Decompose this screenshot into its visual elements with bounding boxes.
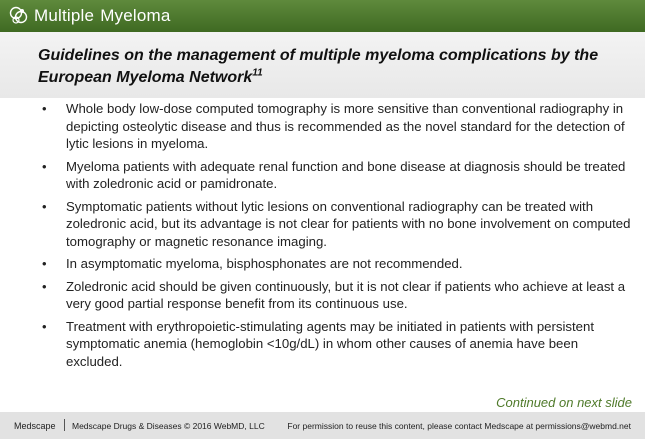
title-bar <box>0 0 645 32</box>
slide-title <box>34 6 171 26</box>
bullet-item <box>38 318 638 371</box>
slide-subtitle <box>38 45 628 89</box>
bullet-item <box>38 278 638 313</box>
subtitle-text: Guidelines on the management of multiple myeloma complications by the European Myeloma Network <box>38 47 599 86</box>
medscape-logo-icon <box>8 5 30 27</box>
footer-brand: Medscape <box>14 421 56 431</box>
bullet-dot-icon: • <box>42 256 47 271</box>
footer <box>0 412 645 439</box>
bullet-dot-icon: • <box>42 198 47 214</box>
bullet-text: Myeloma patients with adequate renal function and bone disease at diagnosis should be treated with zoledronic acid or pamidronate. <box>66 158 626 191</box>
bullet-list <box>38 100 638 375</box>
bullet-dot-icon: • <box>42 318 47 334</box>
bullet-text: Zoledronic acid should be given continuously, but it is not clear if patients who achieve at least a very good partial response benefit from its continuous use. <box>66 278 626 311</box>
slide-title-word-2: Myeloma <box>100 6 171 25</box>
footer-divider <box>64 419 65 431</box>
continued-note: Continued on next slide <box>496 395 632 410</box>
bullet-item <box>38 198 638 251</box>
bullet-text: Treatment with erythropoietic-stimulating agents may be initiated in patients with persistent symptomatic anemia (hemoglobin <10g/dL) in whom other causes of anemia have been excluded. <box>66 318 594 369</box>
footer-permission: For permission to reuse this content, please contact Medscape at permissions@webmd.net <box>287 421 631 431</box>
footer-copyright: Medscape Drugs & Diseases © 2016 WebMD, LLC <box>72 421 265 431</box>
bullet-item <box>38 158 638 193</box>
bullet-item <box>38 255 638 273</box>
bullet-text: Whole body low-dose computed tomography is more sensitive than conventional radiography in depicting osteolytic disease and thus is recommended as the novel standard for the detection of lytic lesions in myeloma. <box>66 101 625 151</box>
bullet-dot-icon: • <box>42 158 47 174</box>
bullet-dot-icon: • <box>42 101 47 116</box>
bullet-dot-icon: • <box>42 278 47 294</box>
bullet-text: Symptomatic patients without lytic lesions on conventional radiography can be treated with zoledronic acid, but its advantage is not clear for patients with no bone involvement on computed tomography or magnetic resonance imaging. <box>66 198 631 249</box>
slide-title-word-1: Multiple <box>34 6 95 25</box>
bullet-item <box>38 100 638 153</box>
subtitle-reference: 11 <box>252 67 263 79</box>
bullet-text: In asymptomatic myeloma, bisphosphonates are not recommended. <box>66 256 463 271</box>
